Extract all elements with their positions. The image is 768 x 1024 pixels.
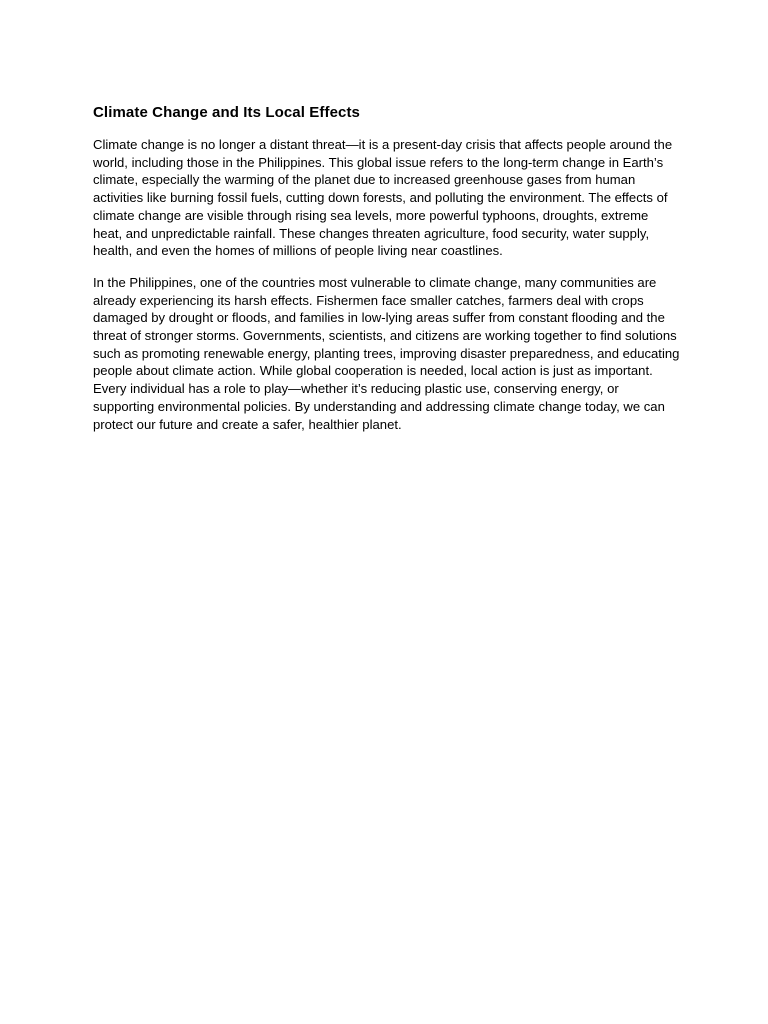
paragraph-2: In the Philippines, one of the countries most vulnerable to climate change, many communities are already experiencing its harsh effects. Fishermen face smaller catches, farmers deal with crops damaged by drought or floods, and families in low-lying areas suffer from constant flooding and the threat of stronger storms. Governments, scientists, and citizens are working together to find solutions such as promoting renewable energy, planting trees, improving disaster preparedness, and educating people about climate action. While global cooperation is needed, local action is just as important. Every individual has a role to play—whether it’s reducing plastic use, conserving energy, or supporting environmental policies. By understanding and addressing climate change today, we can protect our future and create a safer, healthier planet. xyxy=(93,274,680,432)
document-body xyxy=(93,103,681,447)
paragraph-1: Climate change is no longer a distant threat—it is a present-day crisis that affects people around the world, including those in the Philippines. This global issue refers to the long-term change in Earth’s climate, especially the warming of the planet due to increased greenhouse gases from human activities like burning fossil fuels, cutting down forests, and polluting the environment. The effects of climate change are visible through rising sea levels, more powerful typhoons, droughts, extreme heat, and unpredictable rainfall. These changes threaten agriculture, food security, water supply, health, and even the homes of millions of people living near coastlines. xyxy=(93,137,673,259)
document-title: Climate Change and Its Local Effects xyxy=(93,104,360,121)
